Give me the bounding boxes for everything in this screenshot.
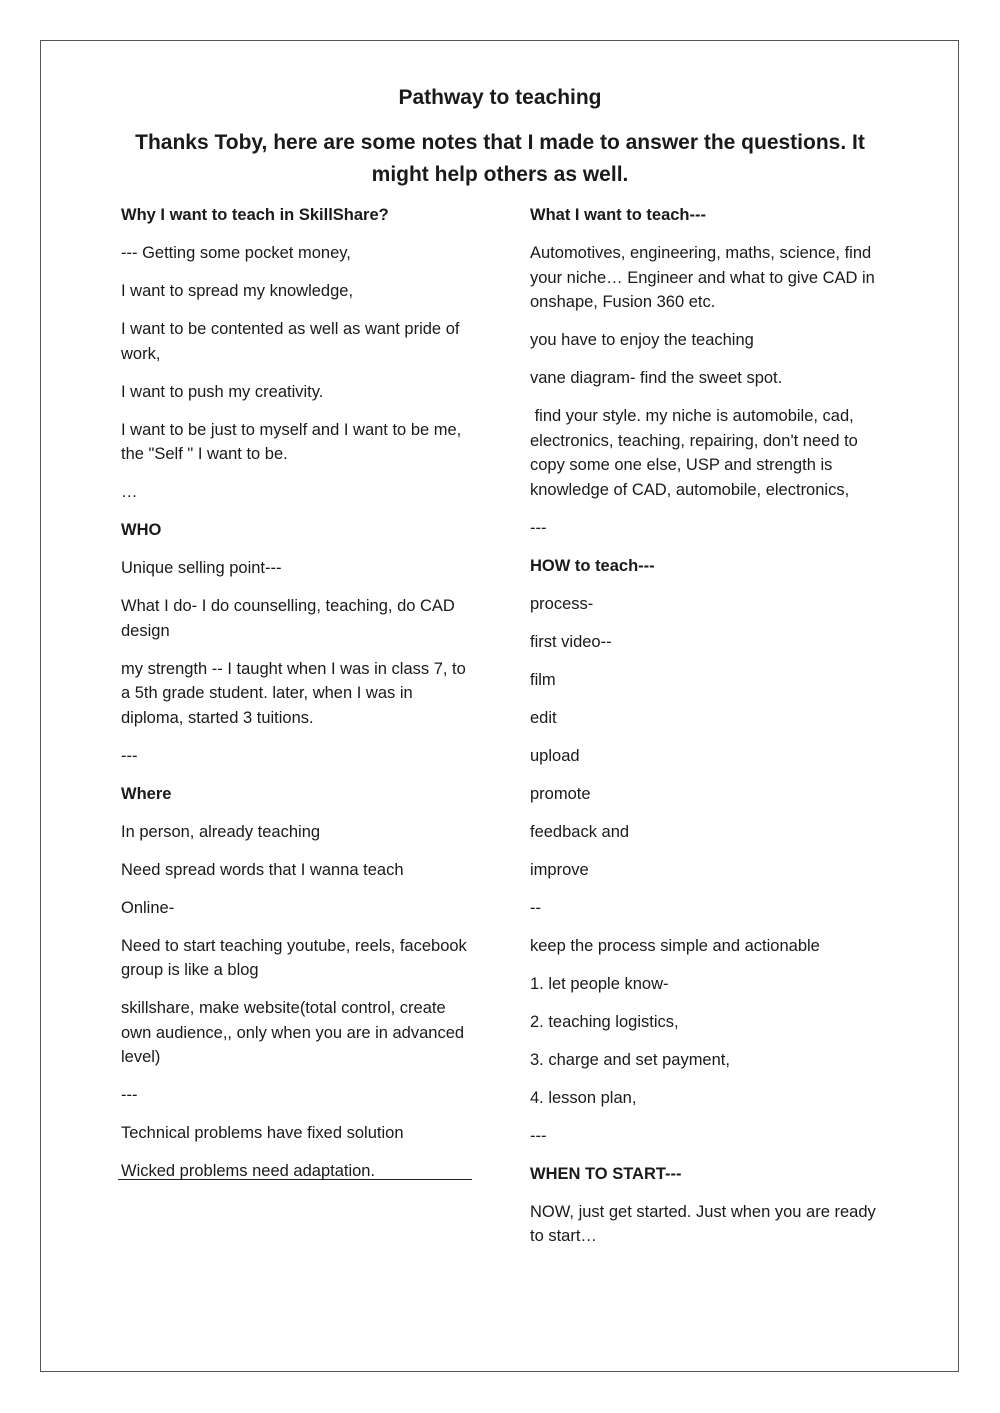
note-line: first video--	[530, 632, 612, 651]
note-line: Technical problems have fixed solution	[121, 1124, 404, 1142]
note-line: upload	[530, 746, 580, 765]
note-line: ---	[121, 1086, 138, 1104]
note-line: I want to be contented as well as want pride of work,	[121, 320, 465, 363]
section-heading: Where	[121, 784, 172, 803]
note-line: process-	[530, 594, 594, 613]
note-line: keep the process simple and actionable	[530, 936, 820, 955]
note-line: I want to spread my knowledge,	[121, 282, 354, 300]
note-line: promote	[530, 784, 591, 803]
note-line: Unique selling point---	[121, 559, 282, 577]
section-heading: WHEN TO START---	[530, 1164, 682, 1183]
note-line: my strength -- I taught when I was in class 7, to a 5th grade student. later, when I was in diploma, started 3 tuitions.	[121, 659, 471, 727]
note-line: feedback and	[530, 822, 630, 841]
note-line: 1. let people know-	[530, 974, 669, 993]
section-heading: Why I want to teach in SkillShare?	[121, 206, 389, 224]
note-line: …	[121, 483, 138, 501]
note-line: I want to push my creativity.	[121, 382, 324, 401]
document-title: Pathway to teaching	[398, 86, 602, 109]
note-line: Need spread words that I wanna teach	[121, 860, 404, 879]
note-line: improve	[530, 860, 589, 879]
note-line: skillshare, make website(total control, create own audience,, only when you are in advanced level)	[121, 999, 469, 1066]
note-line: --	[530, 898, 541, 917]
section-heading: HOW to teach---	[530, 556, 655, 575]
note-line: ---	[530, 518, 547, 537]
section-heading: WHO	[121, 521, 162, 539]
note-line: 4. lesson plan,	[530, 1088, 637, 1107]
document-subtitle: Thanks Toby, here are some notes that I made to answer the questions. It might help others as well.	[135, 131, 865, 186]
note-line: Online-	[121, 898, 175, 917]
right-column	[530, 203, 880, 1262]
note-line: NOW, just get started. Just when you are ready to start…	[530, 1202, 881, 1245]
note-line: find your style. my niche is automobile, cad, electronics, teaching, repairing, don't need to copy some one else, USP and strength is knowledge of CAD, automobile, electronics,	[530, 407, 863, 499]
left-column	[121, 203, 471, 1197]
note-line: In person, already teaching	[121, 822, 321, 841]
note-line: you have to enjoy the teaching	[530, 331, 754, 349]
note-line: 2. teaching logistics,	[530, 1012, 679, 1031]
note-line: 3. charge and set payment,	[530, 1050, 730, 1069]
note-line: --- Getting some pocket money,	[121, 244, 351, 262]
note-line: Wicked problems need adaptation.	[121, 1162, 376, 1180]
note-line: What I do- I do counselling, teaching, do CAD design	[121, 597, 460, 640]
note-line: Automotives, engineering, maths, science, find your niche… Engineer and what to give CAD in onshape, Fusion 360 etc.	[530, 244, 880, 311]
note-line: Need to start teaching youtube, reels, facebook group is like a blog	[121, 936, 472, 979]
note-line: ---	[121, 746, 138, 765]
note-line: film	[530, 670, 556, 689]
note-line: ---	[530, 1126, 547, 1145]
note-line: vane diagram- find the sweet spot.	[530, 369, 783, 387]
note-line: edit	[530, 708, 557, 727]
note-line: I want to be just to myself and I want to be me, the "Self " I want to be.	[121, 420, 466, 463]
section-heading: What I want to teach---	[530, 206, 706, 224]
divider-line	[118, 1179, 472, 1180]
